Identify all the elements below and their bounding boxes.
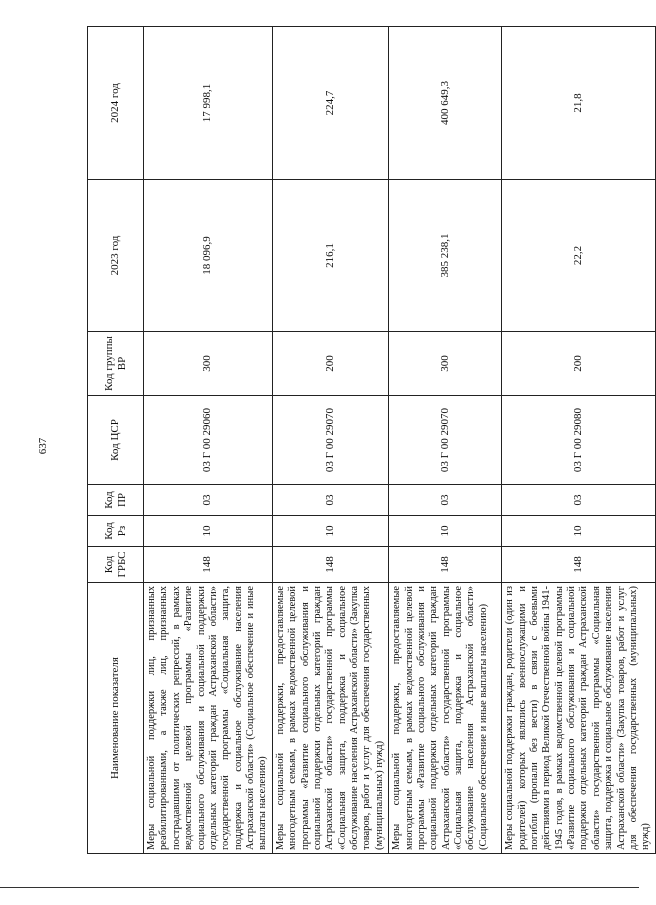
cell-name: Меры социальной поддержки лиц, признанных реабилитированными, а также лиц, признанных пострадавшими от политических репрессий, в рамках ведомственной целевой программы «Развитие социального обслуживания и социальной поддержки отдельных категорий граждан Астраханской области» государственной программы «Социальная защита, поддержка и социальное обслуживание населения Астраханской области» (Социальное обеспечение и иные выплаты населению) <box>144 583 273 854</box>
cell-rz: 10 <box>144 516 273 547</box>
header-pr: Код ПР <box>88 485 144 516</box>
cell-grbs: 148 <box>389 547 502 583</box>
cell-2024: 224,7 <box>272 27 388 180</box>
table-row <box>272 27 388 854</box>
cell-csr: 03 Г 00 29080 <box>502 396 656 485</box>
cell-csr: 03 Г 00 29070 <box>389 396 502 485</box>
cell-grbs: 148 <box>502 547 656 583</box>
table-row <box>144 27 273 854</box>
cell-rz: 10 <box>502 516 656 547</box>
table-row <box>389 27 502 854</box>
cell-pr: 03 <box>272 485 388 516</box>
header-grbs: Код ГРБС <box>88 547 144 583</box>
header-rz: Код Рз <box>88 516 144 547</box>
rotated-table-container <box>87 27 652 854</box>
cell-name: Меры социальной поддержки граждан, родители (один из родителей) которых являлись военнослужащими и погибли (пропали без вести) в связи с боевыми действиями в период Великой Отечественной войны 1941-1945 годов, в рамках ведомственной целевой программы «Развитие социального обслуживания и социальной поддержки отдельных категорий граждан Астраханской области» государственной программы «Социальная защита, поддержка и социальное обслуживание населения Астраханской области» (Закупка товаров, работ и услуг для обеспечения государственных (муниципальных) нужд) <box>502 583 656 854</box>
table-row <box>502 27 656 854</box>
cell-pr: 03 <box>389 485 502 516</box>
cell-vr: 300 <box>144 332 273 396</box>
cell-vr: 300 <box>389 332 502 396</box>
header-vr: Код группы ВР <box>88 332 144 396</box>
cell-name: Меры социальной поддержки, предоставляемые многодетным семьям, в рамках ведомственной целевой программы «Развитие социального обслуживания и социальной поддержки отдельных категорий граждан Астраханской области» государственной программы «Социальная защита, поддержка и социальное обслуживание населения Астраханской области» (Социальное обеспечение и иные выплаты населению) <box>389 583 502 854</box>
cell-rz: 10 <box>389 516 502 547</box>
cell-name: Меры социальной поддержки, предоставляемые многодетным семьям, в рамках ведомственной целевой программы «Развитие социального обслуживания и социальной поддержки отдельных категорий граждан Астраханской области» государственной программы «Социальная защита, поддержка и социальное обслуживание населения Астраханской области» (Закупка товаров, работ и услуг для обеспечения государственных (муниципальных) нужд) <box>272 583 388 854</box>
cell-2023: 22,2 <box>502 180 656 332</box>
cell-pr: 03 <box>144 485 273 516</box>
page-number: 637 <box>37 437 49 455</box>
budget-table <box>87 26 656 854</box>
cell-2023: 18 096,9 <box>144 180 273 332</box>
cell-csr: 03 Г 00 29070 <box>272 396 388 485</box>
cell-grbs: 148 <box>272 547 388 583</box>
cell-grbs: 148 <box>144 547 273 583</box>
table-header-row <box>88 27 144 854</box>
page-bottom-rule <box>0 887 639 888</box>
cell-pr: 03 <box>502 485 656 516</box>
header-name: Наименование показателя <box>88 583 144 854</box>
cell-2023: 385 238,1 <box>389 180 502 332</box>
header-csr: Код ЦСР <box>88 396 144 485</box>
cell-csr: 03 Г 00 29060 <box>144 396 273 485</box>
cell-2023: 216,1 <box>272 180 388 332</box>
cell-2024: 400 649,3 <box>389 27 502 180</box>
header-2024: 2024 год <box>88 27 144 180</box>
header-2023: 2023 год <box>88 180 144 332</box>
cell-vr: 200 <box>502 332 656 396</box>
cell-2024: 17 998,1 <box>144 27 273 180</box>
cell-vr: 200 <box>272 332 388 396</box>
cell-rz: 10 <box>272 516 388 547</box>
cell-2024: 21,8 <box>502 27 656 180</box>
